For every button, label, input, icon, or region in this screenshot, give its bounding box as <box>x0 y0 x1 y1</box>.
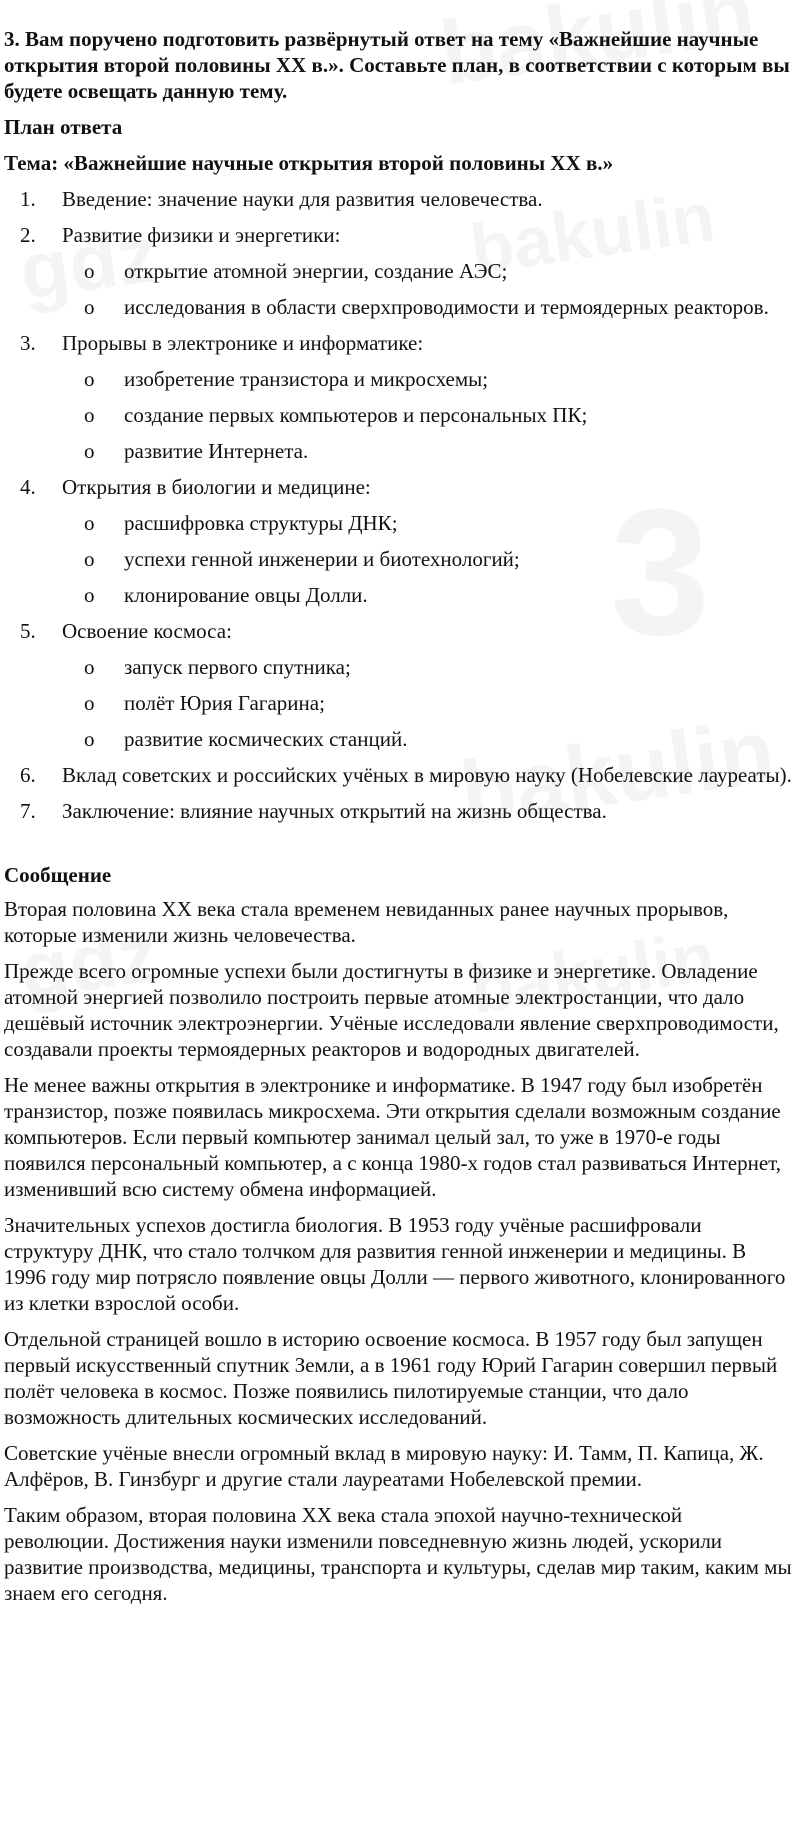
plan-subitem-text: изобретение транзистора и микросхемы; <box>124 367 489 391</box>
plan-subitem <box>62 510 792 536</box>
topic-heading: Тема: «Важнейшие научные открытия второй половины XX в.» <box>4 151 614 175</box>
plan-subitem-text: полёт Юрия Гагарина; <box>124 691 325 715</box>
plan-subitem-text: создание первых компьютеров и персональных ПК; <box>124 403 588 427</box>
plan-subitem-text: исследования в области сверхпроводимости и термоядерных реакторов. <box>124 295 769 319</box>
plan-subitem <box>62 438 792 464</box>
bullet-icon: o <box>84 583 95 607</box>
plan-subitem <box>62 294 792 320</box>
plan-subitem-text: успехи генной инженерии и биотехнологий; <box>124 547 520 571</box>
plan-item-3 <box>4 330 792 464</box>
plan-subitem-text: развитие Интернета. <box>124 439 309 463</box>
message-heading: Сообщение <box>4 863 112 887</box>
message-paragraph-4: Значительных успехов достигла биология. В 1953 году учёные расшифровали структуру ДНК, что стало толчком для развития генной инженерии и медицины. В 1996 году мир потрясло появление овцы Долли — первого животного, клонированного из клетки взрослой особи. <box>4 1213 786 1315</box>
bullet-icon: o <box>84 259 95 283</box>
bullet-icon: o <box>84 439 95 463</box>
plan-sublist <box>62 258 792 320</box>
plan-item-1 <box>4 186 792 212</box>
plan-list <box>4 186 792 824</box>
bullet-icon: o <box>84 367 95 391</box>
plan-subitem <box>62 690 792 716</box>
message-paragraph-7: Таким образом, вторая половина XX века стала эпохой научно-технической революции. Достижения науки изменили повседневную жизнь людей, ускорили развитие производства, медицины, транспорта и культуры, сделав мир таким, каким мы знаем его сегодня. <box>4 1503 792 1605</box>
plan-subitem <box>62 546 792 572</box>
bullet-icon: o <box>84 295 95 319</box>
message-paragraph-3: Не менее важны открытия в электронике и информатике. В 1947 году был изобретён транзистор, позже появилась микросхема. Эти открытия сделали возможным создание компьютеров. Если первый компьютер занимал целый зал, то уже в 1970-е годы появился персональный компьютер, а с конца 1980-х годов стал развиваться Интернет, изменивший всю систему обмена информацией. <box>4 1073 781 1201</box>
plan-subitem <box>62 366 792 392</box>
plan-item-number: 7. <box>20 799 36 823</box>
plan-item-2 <box>4 222 792 320</box>
plan-subitem <box>62 582 792 608</box>
plan-subitem <box>62 726 792 752</box>
message-paragraph-6: Советские учёные внесли огромный вклад в мировую науку: И. Тамм, П. Капица, Ж. Алфёров, В. Гинзбург и другие стали лауреатами Нобелевской премии. <box>4 1441 764 1491</box>
plan-sublist <box>62 654 792 752</box>
plan-sublist <box>62 366 792 464</box>
plan-sublist <box>62 510 792 608</box>
bullet-icon: o <box>84 655 95 679</box>
plan-subitem <box>62 402 792 428</box>
plan-item-number: 5. <box>20 619 36 643</box>
plan-subitem-text: расшифровка структуры ДНК; <box>124 511 398 535</box>
message-paragraph-1: Вторая половина XX века стала временем невиданных ранее научных прорывов, которые изменили жизнь человечества. <box>4 897 729 947</box>
plan-item-text: Освоение космоса: <box>62 619 232 643</box>
plan-subitem-text: клонирование овцы Долли. <box>124 583 368 607</box>
plan-subitem-text: открытие атомной энергии, создание АЭС; <box>124 259 508 283</box>
plan-item-number: 1. <box>20 187 36 211</box>
plan-subitem-text: развитие космических станций. <box>124 727 408 751</box>
message-paragraph-5: Отдельной страницей вошло в историю освоение космоса. В 1957 году был запущен первый искусственный спутник Земли, а в 1961 году Юрий Гагарин совершил первый полёт человека в космос. Позже появились пилотируемые станции, что дало возможность длительных космических исследований. <box>4 1327 778 1429</box>
bullet-icon: o <box>84 691 95 715</box>
plan-item-text: Введение: значение науки для развития человечества. <box>62 187 543 211</box>
plan-item-text: Развитие физики и энергетики: <box>62 223 341 247</box>
bullet-icon: o <box>84 403 95 427</box>
plan-item-text: Открытия в биологии и медицине: <box>62 475 371 499</box>
plan-item-number: 3. <box>20 331 36 355</box>
plan-item-text: Вклад советских и российских учёных в мировую науку (Нобелевские лауреаты). <box>62 763 792 787</box>
task-statement: 3. Вам поручено подготовить развёрнутый ответ на тему «Важнейшие научные открытия второй половины XX в.». Составьте план, в соответствии с которым вы будете освещать данную тему. <box>4 27 790 103</box>
plan-item-text: Заключение: влияние научных открытий на жизнь общества. <box>62 799 607 823</box>
plan-subitem <box>62 654 792 680</box>
plan-item-7 <box>4 798 792 824</box>
document-content <box>4 26 792 1616</box>
plan-item-6 <box>4 762 792 788</box>
plan-subitem <box>62 258 792 284</box>
bullet-icon: o <box>84 511 95 535</box>
plan-item-number: 4. <box>20 475 36 499</box>
message-paragraph-2: Прежде всего огромные успехи были достигнуты в физике и энергетике. Овладение атомной энергией позволило построить первые атомные электростанции, что дало дешёвый источник электроэнергии. Учёные исследовали явление сверхпроводимости, создавали проекты термоядерных реакторов и водородных двигателей. <box>4 959 779 1061</box>
plan-item-text: Прорывы в электронике и информатике: <box>62 331 424 355</box>
plan-subitem-text: запуск первого спутника; <box>124 655 351 679</box>
plan-heading: План ответа <box>4 115 123 139</box>
plan-item-number: 2. <box>20 223 36 247</box>
plan-item-number: 6. <box>20 763 36 787</box>
bullet-icon: o <box>84 547 95 571</box>
bullet-icon: o <box>84 727 95 751</box>
plan-item-4 <box>4 474 792 608</box>
plan-item-5 <box>4 618 792 752</box>
